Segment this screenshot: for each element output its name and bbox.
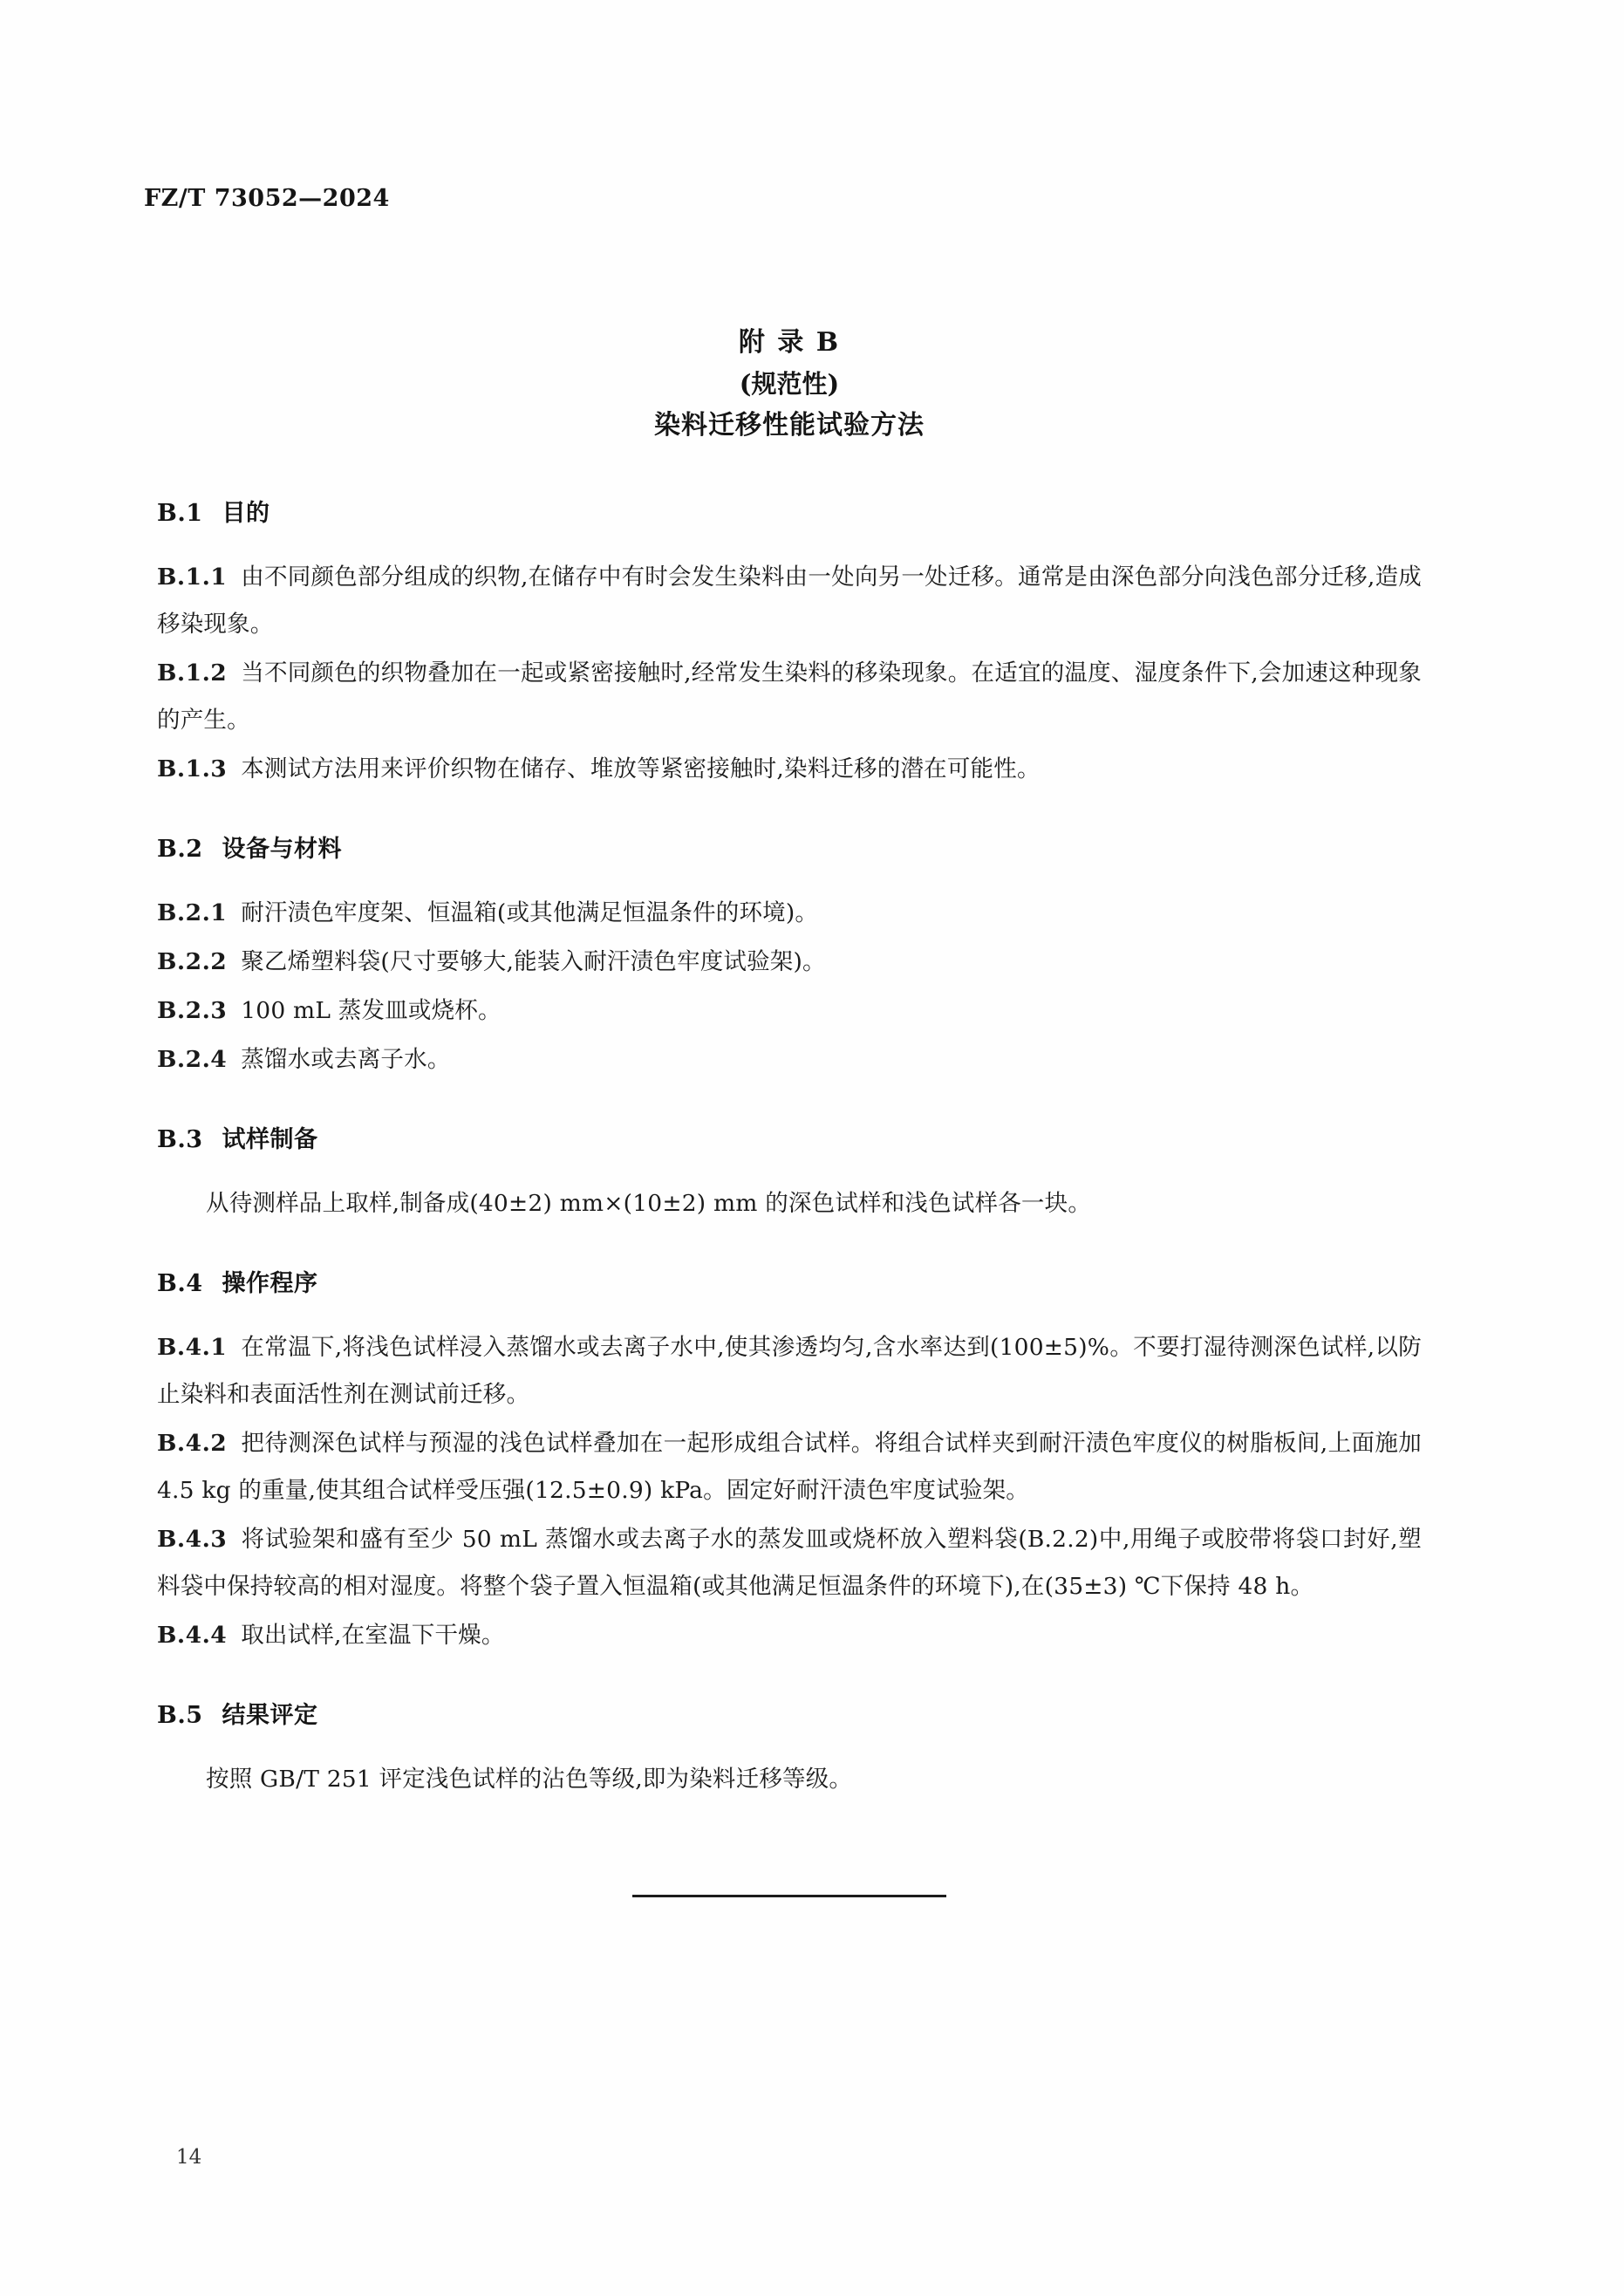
item-text: 由不同颜色部分组成的织物,在储存中有时会发生染料由一处向另一处迁移。通常是由深色部分向浅色部分迁移,造成移染现象。 [157,564,1422,639]
end-of-annex-rule-wrap [157,1887,1422,1903]
item-number: B.4.2 [157,1430,228,1458]
item-text: 把待测深色试样与预湿的浅色试样叠加在一起形成组合试样。将组合试样夹到耐汗渍色牢度仪的树脂板间,上面施加 4.5 kg 的重量,使其组合试样受压强(12.5±0.9) kPa。固定好耐汗渍色牢度试验架。 [157,1430,1422,1505]
item-text: 本测试方法用来评价织物在储存、堆放等紧密接触时,染料迁移的潜在可能性。 [241,755,1041,783]
annex-name: 染料迁移性能试验方法 [654,410,925,441]
clause-heading-b5 [157,1696,1422,1730]
clause-title: 设备与材料 [222,836,343,864]
clause-title: 试样制备 [222,1126,318,1154]
item-text: 100 mL 蒸发皿或烧杯。 [241,997,502,1025]
clause-heading-b4 [157,1264,1422,1298]
item-text: 当不同颜色的织物叠加在一起或紧密接触时,经常发生染料的移染现象。在适宜的温度、湿度条件下,会加速这种现象的产生。 [157,659,1422,735]
clause-number: B.2 [157,836,203,864]
item-text: 耐汗渍色牢度架、恒温箱(或其他满足恒温条件的环境)。 [241,899,819,927]
item-text: 蒸馏水或去离子水。 [241,1046,451,1074]
clause-item-b1-1 [157,554,1422,648]
item-number: B.1.3 [157,755,228,783]
clause-item-b2-1 [157,890,1422,937]
item-text: 取出试样,在室温下干燥。 [241,1622,505,1650]
clause-title: 目的 [222,500,270,528]
clause-heading-b1 [157,494,1422,528]
clause-number: B.3 [157,1126,203,1154]
item-text: 在常温下,将浅色试样浸入蒸馏水或去离子水中,使其渗透均匀,含水率达到(100±5)%。不要打湿待测深色试样,以防止染料和表面活性剂在测试前迁移。 [157,1334,1422,1409]
page-content [157,323,1422,1903]
item-number: B.2.3 [157,997,228,1025]
clause-item-b2-4 [157,1036,1422,1083]
item-number: B.4.3 [157,1526,228,1554]
clause-title: 操作程序 [222,1270,318,1298]
running-header: FZ/T 73052—2024 [144,185,390,212]
end-of-annex-rule [632,1895,946,1897]
clause-item-b3-body: 从待测样品上取样,制备成(40±2) mm×(10±2) mm 的深色试样和浅色试样各一块。 [206,1190,1092,1218]
clause-heading-b2 [157,830,1422,864]
clause-item-b4-4 [157,1612,1422,1659]
clause-heading-b3 [157,1120,1422,1154]
item-number: B.1.2 [157,659,228,687]
clause-item-b1-3 [157,746,1422,793]
item-number: B.2.2 [157,948,228,976]
item-number: B.4.4 [157,1622,228,1650]
item-text: 聚乙烯塑料袋(尺寸要够大,能装入耐汗渍色牢度试验架)。 [241,948,826,976]
clause-item-b2-2 [157,939,1422,986]
item-number: B.2.1 [157,899,228,927]
clause-item-b1-2 [157,650,1422,744]
annex-kind: (规范性) [739,368,840,399]
annex-title-block [157,323,1422,447]
page-number: 14 [176,2146,202,2169]
clause-number: B.5 [157,1702,203,1730]
item-text: 将试验架和盛有至少 50 mL 蒸馏水或去离子水的蒸发皿或烧杯放入塑料袋(B.2.2)中,用绳子或胶带将袋口封好,塑料袋中保持较高的相对湿度。将整个袋子置入恒温箱(或其他满足恒温条件的环境下),在(35±3) ℃下保持 48 h。 [157,1526,1422,1601]
clause-item-b2-3 [157,987,1422,1035]
annex-label: 附 录 B [738,327,841,358]
clause-number: B.1 [157,500,203,528]
clause-title: 结果评定 [222,1702,318,1730]
item-number: B.1.1 [157,564,228,591]
clause-item-b5-body: 按照 GB/T 251 评定浅色试样的沾色等级,即为染料迁移等级。 [206,1766,853,1794]
clause-item-b4-3 [157,1516,1422,1610]
clause-item-b4-1 [157,1324,1422,1418]
clause-item-b4-2 [157,1420,1422,1514]
item-number: B.2.4 [157,1046,228,1074]
clause-number: B.4 [157,1270,203,1298]
item-number: B.4.1 [157,1334,228,1362]
